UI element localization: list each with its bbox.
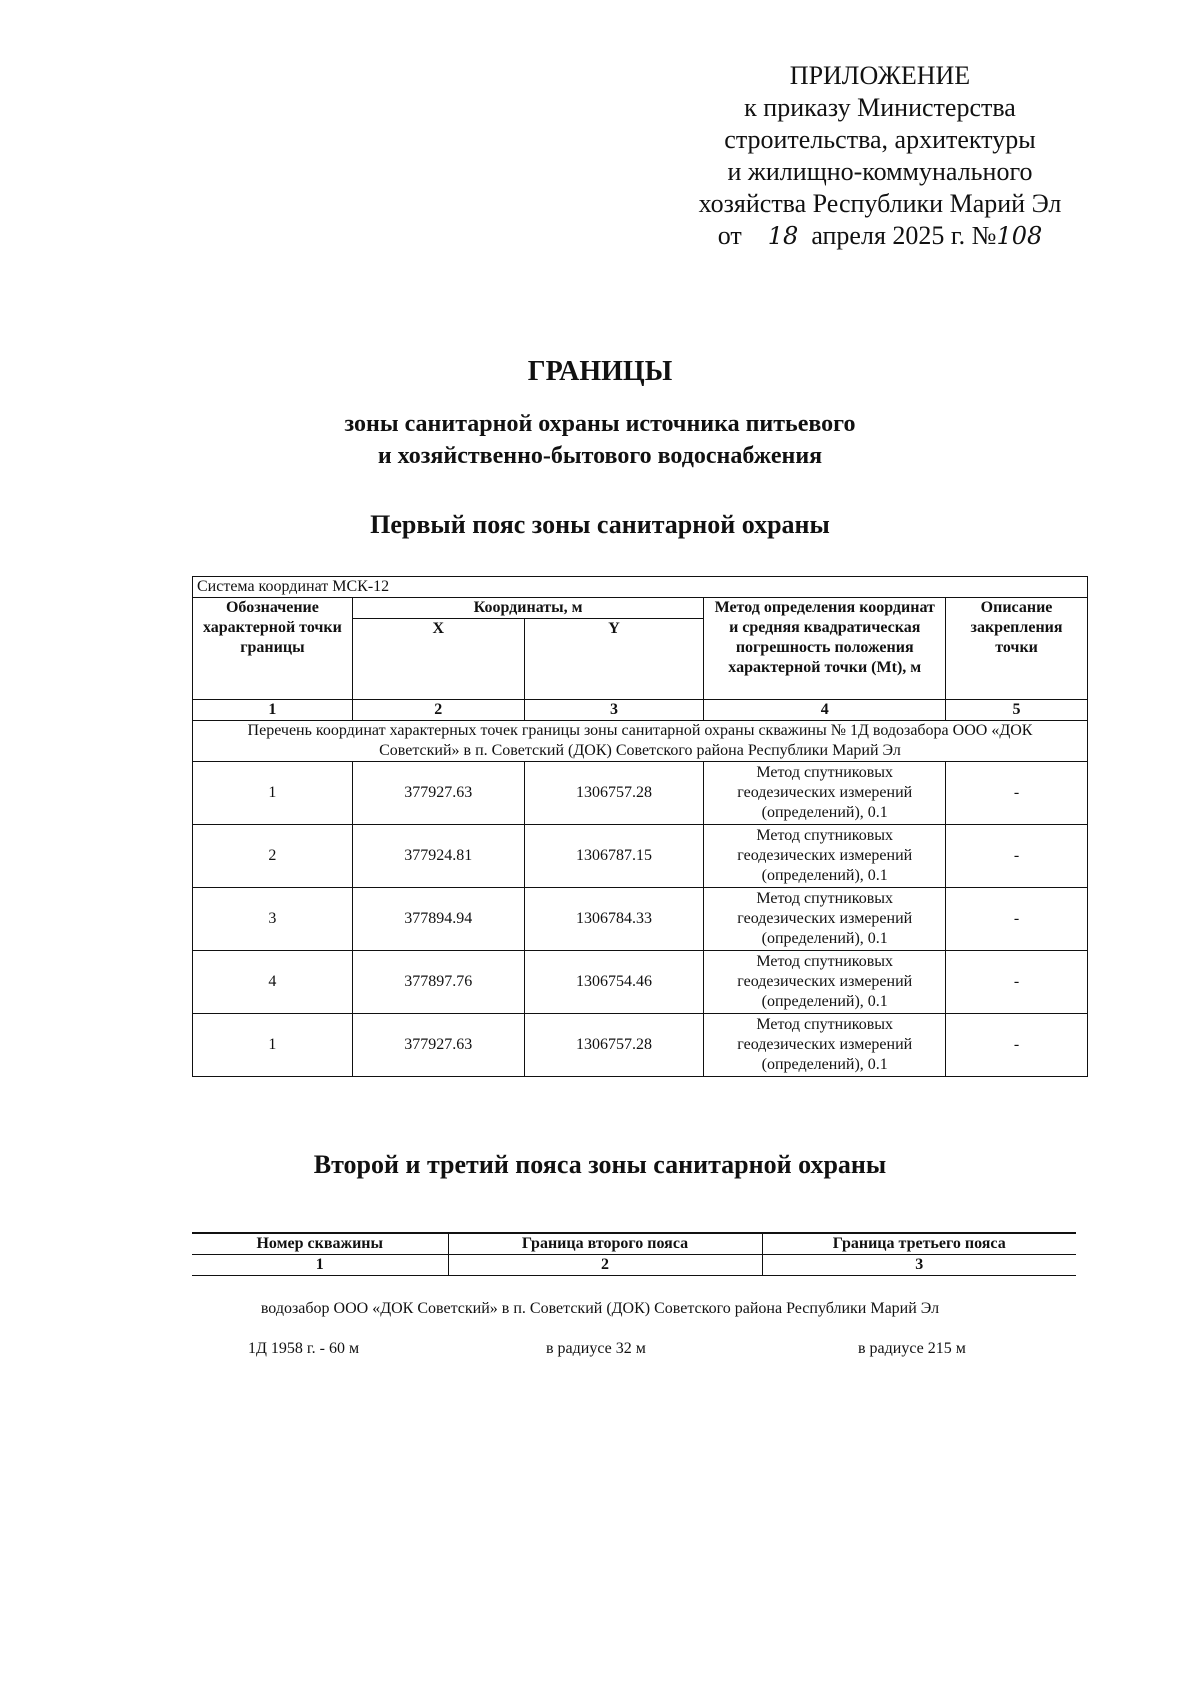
x-cell: 377897.76 — [352, 951, 524, 1014]
method-cell: Метод спутниковых геодезических измерений (определений), 0.1 — [704, 951, 946, 1014]
method-cell: Метод спутниковых геодезических измерений (определений), 0.1 — [704, 1014, 946, 1077]
header-second-belt: Граница второго пояса — [448, 1233, 762, 1255]
method-cell: Метод спутниковых геодезических измерений (определений), 0.1 — [704, 888, 946, 951]
table-row — [193, 825, 1088, 888]
point-cell: 1 — [193, 762, 353, 825]
belts-table — [192, 1232, 1076, 1276]
col-number: 5 — [946, 700, 1088, 721]
col-number: 4 — [704, 700, 946, 721]
table-row — [193, 762, 1088, 825]
belt23-heading: Второй и третий пояса зоны санитарной охраны — [313, 1150, 887, 1179]
x-cell: 377894.94 — [352, 888, 524, 951]
y-cell: 1306754.46 — [524, 951, 704, 1014]
table-row — [193, 888, 1088, 951]
order-number: 108 — [996, 222, 1043, 250]
date-rest: апреля 2025 г. № — [811, 221, 997, 250]
appendix-line: строительства, архитектуры — [724, 125, 1036, 154]
point-cell: 4 — [193, 951, 353, 1014]
intake-caption: водозабор ООО «ДОК Советский» в п. Советский (ДОК) Советского района Республики Марий Эл — [260, 1300, 940, 1317]
appendix-date — [660, 220, 1100, 252]
appendix-line: и жилищно-коммунального — [727, 157, 1033, 186]
description-cell: - — [946, 825, 1088, 888]
appendix-block — [660, 60, 1100, 252]
point-cell: 2 — [193, 825, 353, 888]
header-y: Y — [524, 619, 704, 700]
header-designation: Обозначение характерной точки границы — [193, 598, 353, 700]
appendix-line: к приказу Министерства — [744, 93, 1016, 122]
col-number: 1 — [192, 1255, 448, 1276]
coordinates-table — [192, 576, 1088, 1077]
list-caption: Перечень координат характерных точек границы зоны санитарной охраны скважины № 1Д водозабора ООО «ДОК Советский» в п. Советский (ДОК) Советского района Республики Марий Эл — [193, 721, 1088, 762]
date-day: 18 — [767, 222, 799, 250]
header-method: Метод определения координат и средняя квадратическая погрешность положения характерной точки (Mt), м — [704, 598, 946, 700]
x-cell: 377927.63 — [352, 1014, 524, 1077]
method-cell: Метод спутниковых геодезических измерений (определений), 0.1 — [704, 762, 946, 825]
y-cell: 1306757.28 — [524, 762, 704, 825]
appendix-line: хозяйства Республики Марий Эл — [698, 189, 1062, 218]
y-cell: 1306784.33 — [524, 888, 704, 951]
y-cell: 1306787.15 — [524, 825, 704, 888]
point-cell: 3 — [193, 888, 353, 951]
point-cell: 1 — [193, 1014, 353, 1077]
col-number: 2 — [352, 700, 524, 721]
x-cell: 377924.81 — [352, 825, 524, 888]
header-well-number: Номер скважины — [192, 1233, 448, 1255]
header-x: X — [352, 619, 524, 700]
subtitle-line: и хозяйственно-бытового водоснабжения — [377, 443, 823, 469]
col-number: 3 — [762, 1255, 1076, 1276]
subtitle-line: зоны санитарной охраны источника питьевого — [344, 411, 856, 437]
table-row — [193, 1014, 1088, 1077]
x-cell: 377927.63 — [352, 762, 524, 825]
date-prefix: от — [717, 221, 742, 250]
method-cell: Метод спутниковых геодезических измерений (определений), 0.1 — [704, 825, 946, 888]
third-belt-cell: в радиусе 215 м — [858, 1340, 966, 1357]
description-cell: - — [946, 888, 1088, 951]
col-number: 1 — [193, 700, 353, 721]
coordinate-system: Система координат МСК-12 — [193, 577, 1088, 598]
description-cell: - — [946, 951, 1088, 1014]
y-cell: 1306757.28 — [524, 1014, 704, 1077]
page-subtitle — [0, 408, 1200, 472]
header-coordinates: Координаты, м — [352, 598, 704, 619]
page-title: ГРАНИЦЫ — [527, 356, 673, 387]
header-third-belt: Граница третьего пояса — [762, 1233, 1076, 1255]
description-cell: - — [946, 762, 1088, 825]
col-number: 3 — [524, 700, 704, 721]
col-number: 2 — [448, 1255, 762, 1276]
well-cell: 1Д 1958 г. - 60 м — [248, 1340, 360, 1357]
second-belt-cell: в радиусе 32 м — [546, 1340, 646, 1357]
table-row — [193, 951, 1088, 1014]
description-cell: - — [946, 1014, 1088, 1077]
header-description: Описание закрепления точки — [946, 598, 1088, 700]
appendix-title: ПРИЛОЖЕНИЕ — [789, 61, 971, 90]
belt1-heading: Первый пояс зоны санитарной охраны — [370, 510, 830, 539]
